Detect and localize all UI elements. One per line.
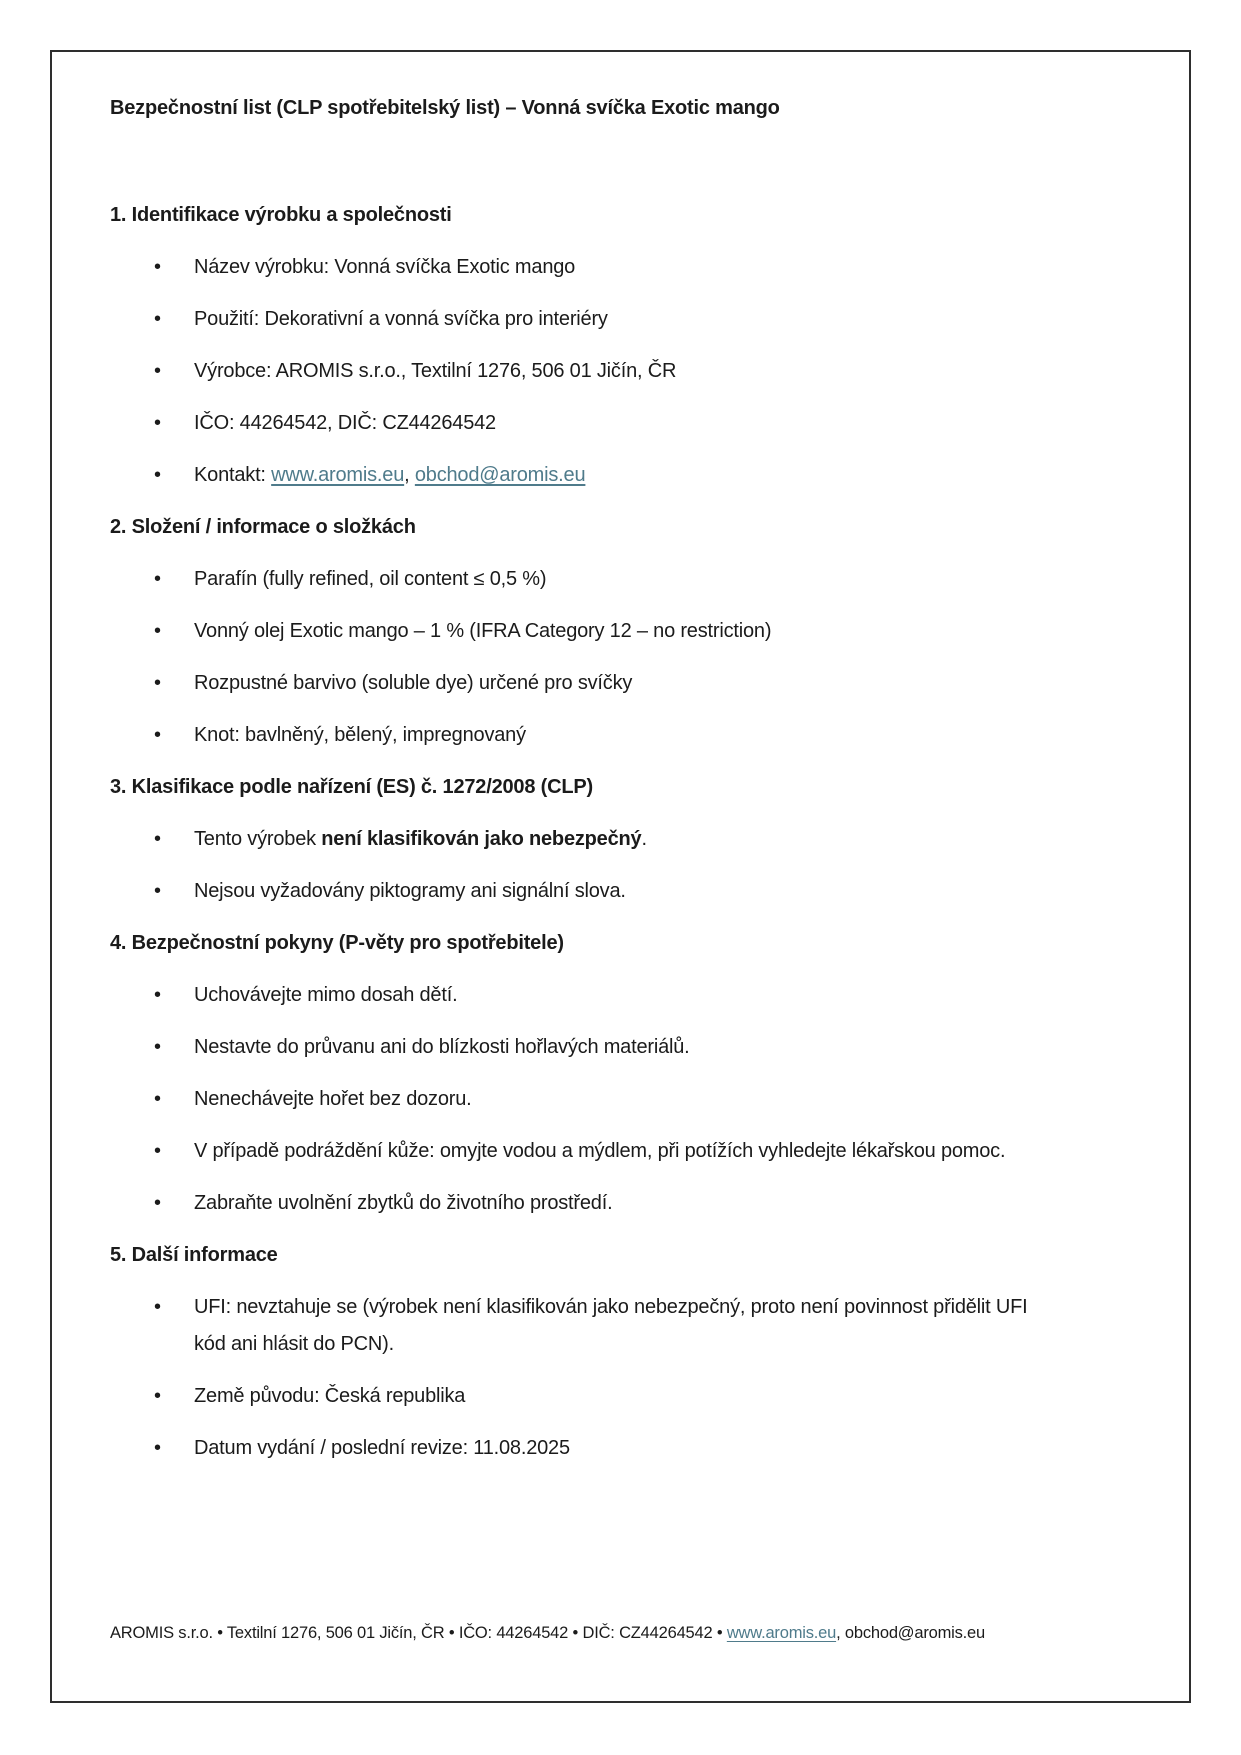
list-item-paraffin	[110, 561, 1054, 598]
classification-prefix: Tento výrobek	[194, 828, 322, 850]
section-heading-identification: 1. Identifikace výrobku a společnosti	[110, 204, 452, 226]
list-item-product-name	[110, 249, 1054, 286]
website-link[interactable]: www.aromis.eu	[271, 464, 405, 486]
document-body	[110, 95, 1054, 1482]
section-heading-classification: 3. Klasifikace podle nařízení (ES) č. 1272/2008 (CLP)	[110, 776, 593, 798]
list-item-no-pictograms	[110, 873, 1054, 910]
other-information-list	[110, 1289, 1054, 1467]
list-item-issue-date	[110, 1430, 1054, 1467]
fragrance-oil-text: Vonný olej Exotic mango – 1 % (IFRA Category 12 – no restriction)	[194, 620, 772, 642]
page-footer	[110, 1622, 1170, 1644]
list-item-ico-dic	[110, 405, 1054, 442]
list-item-contact	[110, 457, 1054, 494]
ufi-text: UFI: nevztahuje se (výrobek není klasifikován jako nebezpečný, proto není povinnost přidělit UFI kód ani hlásit do PCN).	[194, 1296, 1028, 1355]
list-item-no-unattended-burning	[110, 1081, 1054, 1118]
list-item-environment	[110, 1185, 1054, 1222]
identification-list	[110, 249, 1054, 494]
environment-text: Zabraňte uvolnění zbytků do životního prostředí.	[194, 1192, 613, 1214]
list-item-dye	[110, 665, 1054, 702]
issue-date-text: Datum vydání / poslední revize: 11.08.2025	[194, 1437, 570, 1459]
email-link[interactable]: obchod@aromis.eu	[414, 464, 586, 486]
section-composition	[110, 509, 1054, 754]
section-classification	[110, 769, 1054, 910]
ico-dic-text: IČO: 44264542, DIČ: CZ44264542	[194, 412, 496, 434]
usage-text: Použití: Dekorativní a vonná svíčka pro interiéry	[194, 308, 608, 330]
list-item-manufacturer	[110, 353, 1054, 390]
composition-list	[110, 561, 1054, 754]
footer-company-info: AROMIS s.r.o. • Textilní 1276, 506 01 Jičín, ČR • IČO: 44264542 • DIČ: CZ44264542 •	[110, 1624, 727, 1642]
list-item-skin-irritation	[110, 1133, 1054, 1170]
section-other-information	[110, 1237, 1054, 1467]
list-item-wick	[110, 717, 1054, 754]
section-safety-instructions	[110, 925, 1054, 1222]
document-title: Bezpečnostní list (CLP spotřebitelský list) – Vonná svíčka Exotic mango	[110, 97, 780, 119]
paraffin-text: Parafín (fully refined, oil content ≤ 0,5 %)	[194, 568, 547, 590]
list-item-fragrance-oil	[110, 613, 1054, 650]
section-heading-safety-instructions: 4. Bezpečnostní pokyny (P-věty pro spotřebitele)	[110, 932, 564, 954]
keep-from-children-text: Uchovávejte mimo dosah dětí.	[194, 984, 458, 1006]
section-heading-other-information: 5. Další informace	[110, 1244, 278, 1266]
footer-email-text: , obchod@aromis.eu	[836, 1624, 986, 1642]
contact-label: Kontakt:	[194, 464, 272, 486]
classification-suffix: .	[641, 828, 647, 850]
classification-list	[110, 821, 1054, 910]
no-pictograms-text: Nejsou vyžadovány piktogramy ani signální slova.	[194, 880, 626, 902]
list-item-not-classified	[110, 821, 1054, 858]
skin-irritation-text: V případě podráždění kůže: omyjte vodou a mýdlem, při potížích vyhledejte lékařskou pomoc.	[194, 1140, 1006, 1162]
classification-bold-text: není klasifikován jako nebezpečný	[321, 828, 642, 850]
no-unattended-burning-text: Nenechávejte hořet bez dozoru.	[194, 1088, 472, 1110]
section-heading-composition: 2. Složení / informace o složkách	[110, 516, 416, 538]
dye-text: Rozpustné barvivo (soluble dye) určené pro svíčky	[194, 672, 633, 694]
country-of-origin-text: Země původu: Česká republika	[194, 1385, 466, 1407]
manufacturer-text: Výrobce: AROMIS s.r.o., Textilní 1276, 506 01 Jičín, ČR	[194, 360, 677, 382]
list-item-country-of-origin	[110, 1378, 1054, 1415]
list-item-usage	[110, 301, 1054, 338]
list-item-ufi	[110, 1289, 1054, 1363]
list-item-keep-from-children	[110, 977, 1054, 1014]
safety-instructions-list	[110, 977, 1054, 1222]
footer-website-link[interactable]: www.aromis.eu	[726, 1624, 837, 1642]
list-item-no-draft	[110, 1029, 1054, 1066]
contact-separator: ,	[404, 464, 415, 486]
section-identification	[110, 197, 1054, 494]
wick-text: Knot: bavlněný, bělený, impregnovaný	[194, 724, 526, 746]
no-draft-text: Nestavte do průvanu ani do blízkosti hořlavých materiálů.	[194, 1036, 690, 1058]
product-name-text: Název výrobku: Vonná svíčka Exotic mango	[194, 256, 576, 278]
